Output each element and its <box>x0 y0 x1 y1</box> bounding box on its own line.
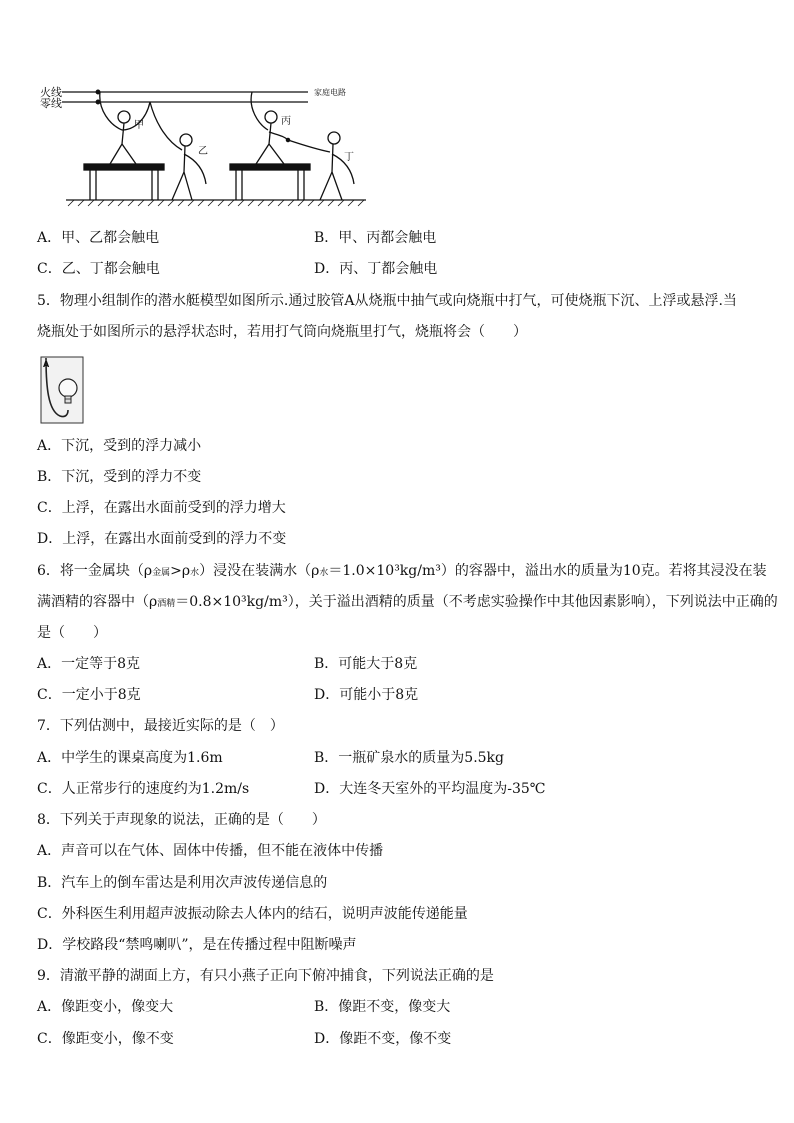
q9-stem: 9．清澈平静的湖面上方，有只小燕子正向下俯冲捕食，下列说法正确的是 <box>37 968 494 984</box>
q4-option-b: B．甲、丙都会触电 <box>314 230 437 246</box>
q7-stem: 7．下列估测中，最接近实际的是（ ） <box>37 718 284 734</box>
q8-option-b: B．汽车上的倒车雷达是利用次声波传递信息的 <box>37 875 328 891</box>
q9-option-b: B．像距不变，像变大 <box>314 999 451 1015</box>
q5-option-b: B．下沉，受到的浮力不变 <box>37 469 202 485</box>
q9-option-c: C．像距变小，像不变 <box>37 1031 174 1047</box>
q7-option-c: C．人正常步行的速度约为1.2m/s <box>37 781 250 797</box>
q7-option-b: B．一瓶矿泉水的质量为5.5kg <box>314 750 504 766</box>
q6-stem-line3: 是（ ） <box>37 625 107 641</box>
q6-option-b: B．可能大于8克 <box>314 656 418 672</box>
q5-stem-line1: 5．物理小组制作的潜水艇模型如图所示.通过胶管A从烧瓶中抽气或向烧瓶中打气，可使烧瓶下沉、上浮或悬浮.当 <box>37 293 737 309</box>
q6-stem-line1: 6．将一金属块（ρ金属>ρ水）浸没在装满水（ρ水＝1.0×10³kg/m³）的容器中，溢出水的质量为10克。若将其浸没在装 <box>37 563 767 579</box>
live-wire-label: 火线 <box>40 86 62 99</box>
person-ding-label: 丁 <box>344 152 354 163</box>
q9-option-d: D．像距不变，像不变 <box>314 1031 452 1047</box>
q4-option-c: C．乙、丁都会触电 <box>37 261 160 277</box>
q4-option-a: A．甲、乙都会触电 <box>37 230 160 246</box>
submarine-model-figure <box>40 356 84 424</box>
q5-option-a: A．下沉，受到的浮力减小 <box>37 438 202 454</box>
household-circuit-figure <box>38 80 370 210</box>
q8-stem: 8．下列关于声现象的说法，正确的是（ ） <box>37 812 326 828</box>
person-jia-label: 甲 <box>134 120 144 131</box>
q9-option-a: A．像距变小，像变大 <box>37 999 174 1015</box>
q5-option-d: D．上浮，在露出水面前受到的浮力不变 <box>37 531 287 547</box>
tube-a-label: A <box>43 360 50 369</box>
q4-option-d: D．丙、丁都会触电 <box>314 261 438 277</box>
q8-option-c: C．外科医生利用超声波振动除去人体内的结石，说明声波能传递能量 <box>37 906 468 922</box>
q6-stem-line2: 满酒精的容器中（ρ酒精＝0.8×10³kg/m³），关于溢出酒精的质量（不考虑实验操作中其他因素影响），下列说法中正确的 <box>37 594 778 610</box>
q6-option-c: C．一定小于8克 <box>37 687 141 703</box>
neutral-wire-label: 零线 <box>40 97 62 110</box>
q6-option-d: D．可能小于8克 <box>314 687 419 703</box>
q8-option-a: A．声音可以在气体、固体中传播，但不能在液体中传播 <box>37 843 384 859</box>
q5-stem-line2: 烧瓶处于如图所示的悬浮状态时，若用打气筒向烧瓶里打气，烧瓶将会（ ） <box>37 324 527 340</box>
person-bing-label: 丙 <box>281 116 291 127</box>
q7-option-d: D．大连冬天室外的平均温度为-35℃ <box>314 781 546 797</box>
circuit-label: 家庭电路 <box>314 88 346 97</box>
q7-option-a: A．中学生的课桌高度为1.6m <box>37 750 223 766</box>
q6-option-a: A．一定等于8克 <box>37 656 141 672</box>
person-yi-label: 乙 <box>198 146 208 157</box>
q8-option-d: D．学校路段“禁鸣喇叭”，是在传播过程中阻断噪声 <box>37 937 357 953</box>
q5-option-c: C．上浮，在露出水面前受到的浮力增大 <box>37 500 286 516</box>
